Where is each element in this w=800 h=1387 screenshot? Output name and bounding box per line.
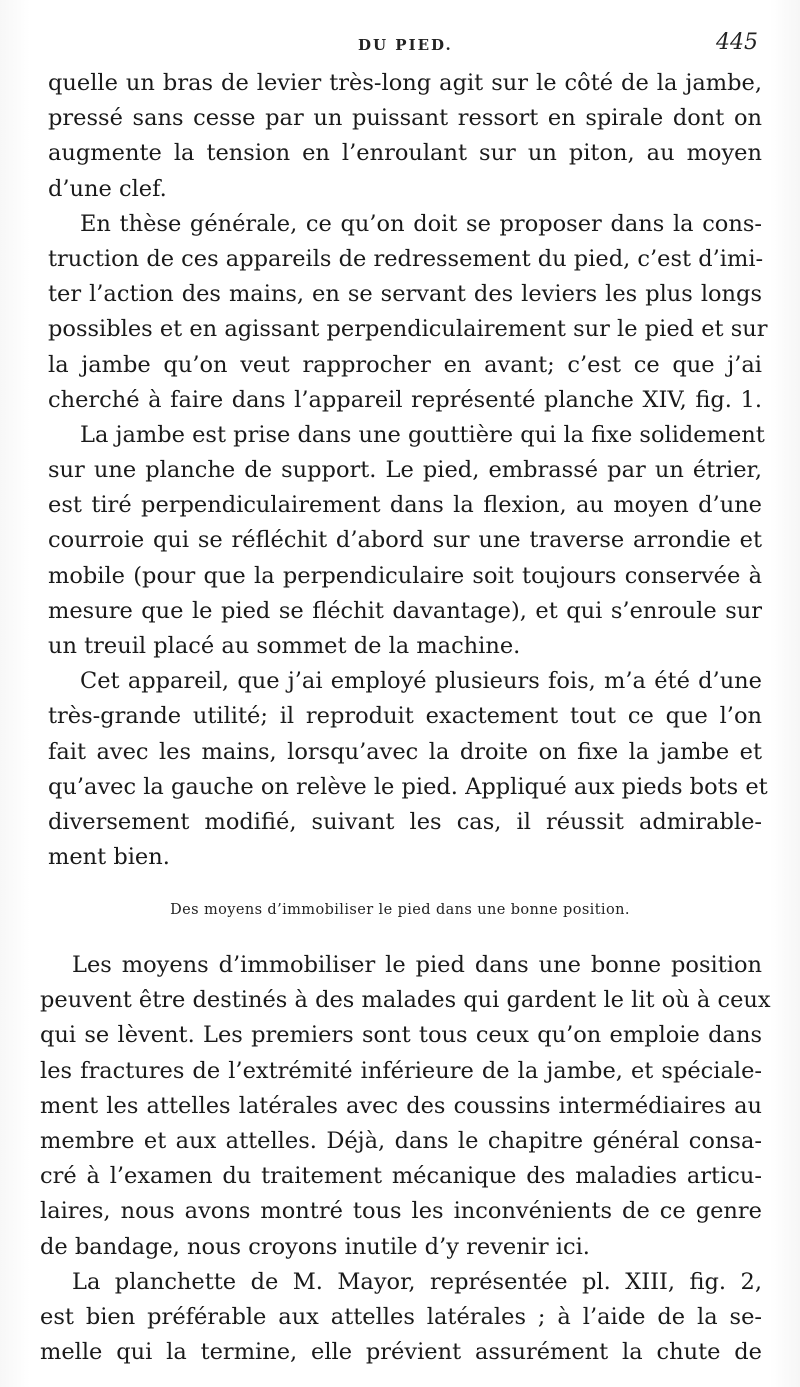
text-line: La jambe est prise dans une gouttière qui la fixe solidement bbox=[80, 421, 765, 448]
page-header bbox=[0, 30, 800, 60]
text-line: augmente la tension en l’enroulant sur un piton, au moyen bbox=[48, 140, 762, 167]
section-heading: Des moyens d’immobiliser le pied dans une bonne position. bbox=[170, 902, 630, 918]
text-line: En thèse générale, ce qu’on doit se proposer dans la cons- bbox=[80, 210, 762, 237]
text-line: les fractures de l’extrémité inférieure de la jambe, et spéciale- bbox=[40, 1057, 762, 1084]
text-line: laires, nous avons montré tous les inconvénients de ce genre bbox=[40, 1198, 762, 1225]
text-line: Les moyens d’immobiliser le pied dans une bonne position bbox=[72, 952, 762, 978]
text-line: mobile (pour que la perpendiculaire soit toujours conservée à bbox=[48, 562, 762, 589]
text-line: mesure que le pied se fléchit davantage), et qui s’enroule sur bbox=[48, 597, 762, 624]
text-line: truction de ces appareils de redressement du pied, c’est d’imi- bbox=[48, 245, 764, 272]
text-line: très-grande utilité; il reproduit exactement tout ce que l’on bbox=[48, 703, 762, 730]
text-line: quelle un bras de levier très-long agit sur le côté de la jambe, bbox=[48, 70, 762, 96]
text-line: d’une clef. bbox=[48, 175, 167, 202]
text-line: membre et aux attelles. Déjà, dans le chapitre général consa- bbox=[40, 1127, 762, 1154]
text-line: est bien préférable aux attelles latérales ; à l’aide de la se- bbox=[40, 1303, 762, 1330]
text-line: la jambe qu’on veut rapprocher en avant; c’est ce que j’ai bbox=[48, 351, 762, 378]
text-line: sur une planche de support. Le pied, embrassé par un étrier, bbox=[48, 457, 762, 484]
body-text-part-2 bbox=[40, 948, 771, 1370]
text-line: possibles et en agissant perpendiculairement sur le pied et sur bbox=[48, 316, 768, 343]
text-line: ter l’action des mains, en se servant des leviers les plus longs bbox=[48, 281, 762, 308]
text-line: est tiré perpendiculairement dans la flexion, au moyen d’une bbox=[48, 492, 762, 519]
text-line: cré à l’examen du traitement mécanique des maladies articu- bbox=[40, 1163, 762, 1190]
text-line: de bandage, nous croyons inutile d’y revenir ici. bbox=[40, 1233, 590, 1260]
text-line: Cet appareil, que j’ai employé plusieurs fois, m’a été d’une bbox=[80, 668, 762, 695]
running-head: DU PIED. bbox=[358, 36, 453, 54]
page-number: 445 bbox=[716, 30, 758, 55]
text-line: cherché à faire dans l’appareil représenté planche XIV, fig. 1. bbox=[48, 386, 762, 413]
text-line: diversement modifié, suivant les cas, il réussit admirable- bbox=[48, 808, 762, 835]
text-line: qui se lèvent. Les premiers sont tous ceux qu’on emploie dans bbox=[40, 1022, 762, 1049]
text-line: La planchette de M. Mayor, représentée pl. XIII, fig. 2, bbox=[72, 1268, 762, 1295]
text-line: fait avec les mains, lorsqu’avec la droite on fixe la jambe et bbox=[48, 738, 762, 765]
body-text-part-1 bbox=[48, 66, 768, 875]
text-line: ment bien. bbox=[48, 844, 170, 871]
text-line: pressé sans cesse par un puissant ressort en spirale dont on bbox=[48, 105, 762, 132]
text-line: melle qui la termine, elle prévient assurément la chute de bbox=[40, 1339, 762, 1366]
text-line: peuvent être destinés à des malades qui gardent le lit où à ceux bbox=[40, 987, 771, 1014]
text-line: qu’avec la gauche on relève le pied. Appliqué aux pieds bots et bbox=[48, 773, 768, 800]
text-line: ment les attelles latérales avec des coussins intermédiaires au bbox=[40, 1092, 762, 1119]
text-line: courroie qui se réfléchit d’abord sur une traverse arrondie et bbox=[48, 527, 762, 554]
text-line: un treuil placé au sommet de la machine. bbox=[48, 633, 521, 659]
